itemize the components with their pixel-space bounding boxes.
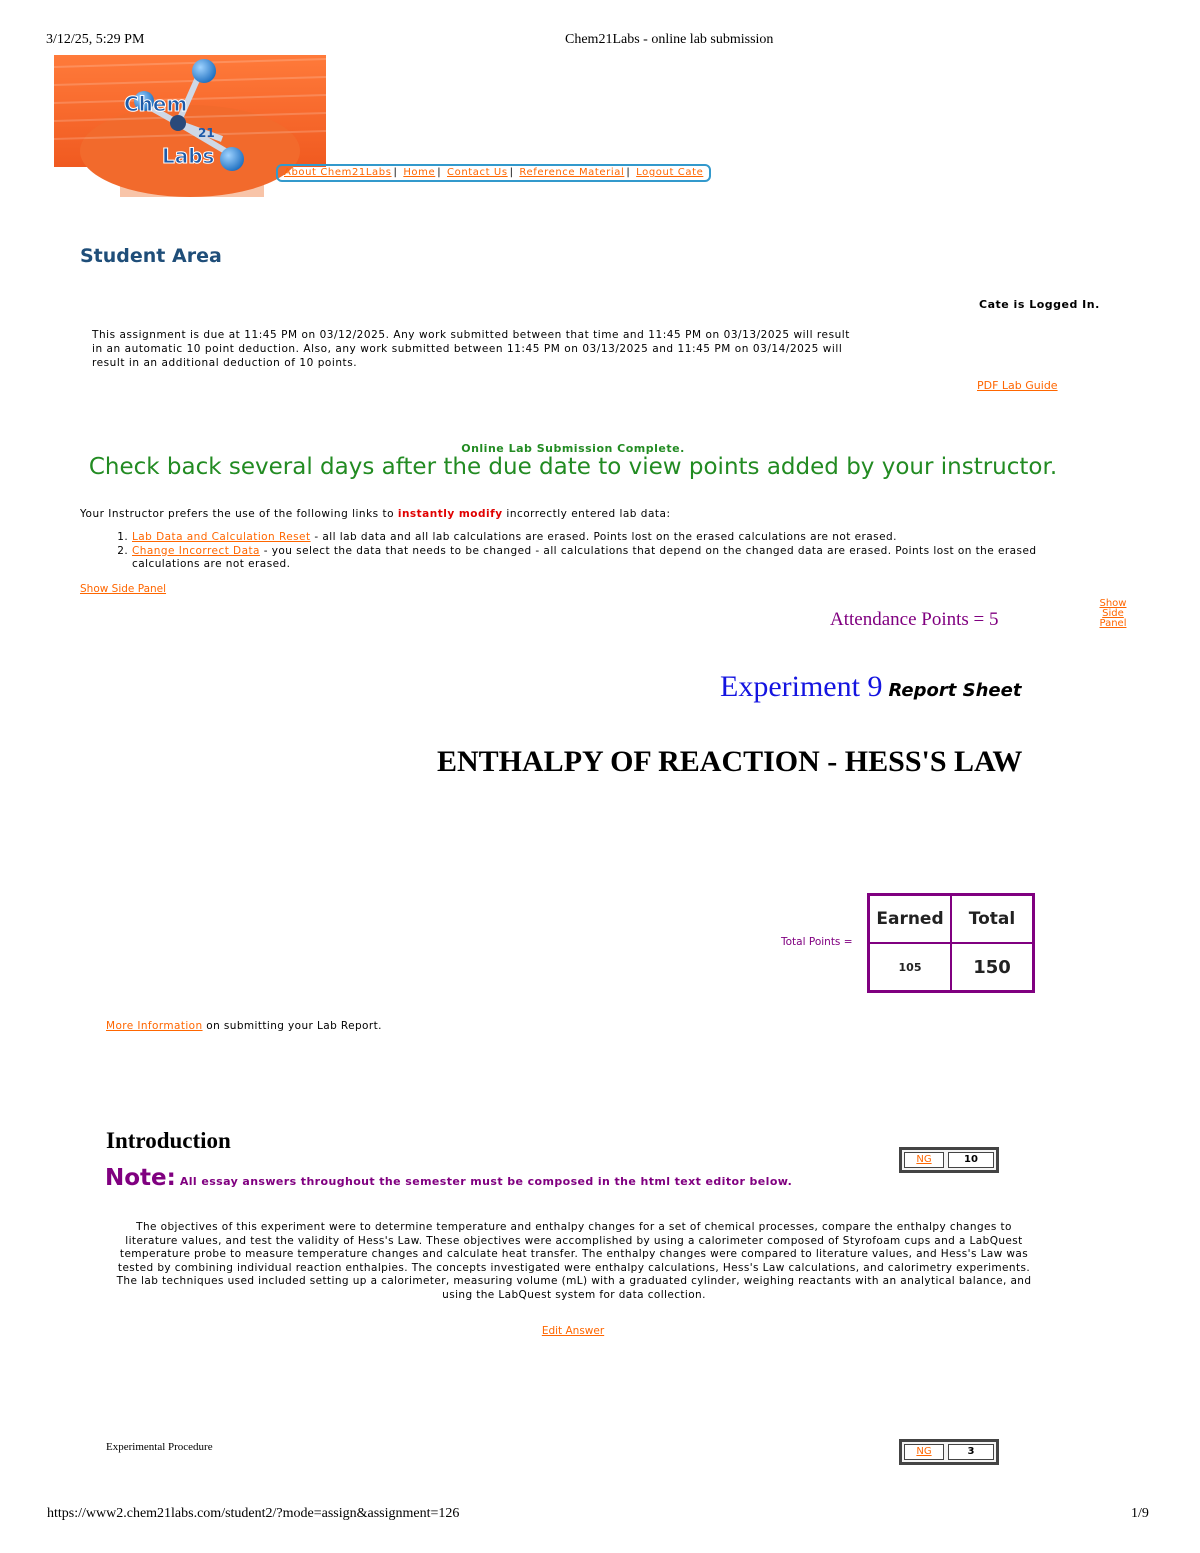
logo-text-chem: Chem — [124, 92, 188, 116]
logo-text-num: 21 — [198, 126, 215, 140]
earned-header: Earned — [869, 895, 952, 944]
instructor-highlight: instantly modify — [397, 508, 503, 520]
lab-data-reset-link[interactable]: Lab Data and Calculation Reset — [132, 531, 311, 543]
introduction-essay: The objectives of this experiment were to determine temperature and enthalpy changes for a set of chemical processes, compare the enthalpy changes to literature values, and test the validity of Hess's Law. These objectives were accomplished by using a calorimeter composed of Styrofoam cups and a LabQuest temperature probe to measure temperature changes and calculate heat transfer. The enthalpy changes were compared to literature values, and Hess's Law was tested by combining individual reaction enthalpies. The concepts investigated were enthalpy calculations, Hess's Law calculations, and calorimetry experiments. The lab techniques used included setting up a calorimeter, measuring volume (mL) with a graduated cylinder, weighing reactants with an analytical balance, and using the LabQuest system for data collection. — [116, 1221, 1032, 1301]
procedure-ng-link[interactable]: NG — [904, 1444, 944, 1460]
reset-desc: - all lab data and all lab calculations are erased. Points lost on the erased calculations are not erased. — [310, 531, 897, 543]
points-table — [867, 893, 1035, 993]
edit-answer-link[interactable]: Edit Answer — [541, 1325, 605, 1337]
note-label: Note: — [105, 1165, 176, 1191]
attendance-label: Attendance Points = — [830, 609, 989, 630]
print-datetime: 3/12/25, 5:29 PM — [46, 32, 145, 47]
check-back-message: Check back several days after the due date to view points added by your instructor. — [88, 454, 1058, 480]
list-item — [132, 531, 1077, 545]
introduction-grade-box — [899, 1147, 999, 1173]
intro-ng-link[interactable]: NG — [904, 1152, 944, 1168]
more-info — [106, 1020, 382, 1032]
due-notice: This assignment is due at 11:45 PM on 03/12/2025. Any work submitted between that time and 11:45 PM on 03/13/2025 will result in an automatic 10 point deduction. Also, any work submitted between 11:45 PM on 03/13/2025 and 11:45 PM on 03/14/2025 will result in an additional deduction of 10 points. — [92, 329, 850, 369]
side-l2: Side — [1102, 608, 1124, 619]
more-information-link[interactable]: More Information — [106, 1020, 203, 1032]
edit-answer-wrap — [0, 1325, 1146, 1337]
submission-complete: Online Lab Submission Complete. — [461, 442, 685, 455]
side-l1: Show — [1099, 598, 1127, 609]
instructor-preference — [80, 508, 671, 520]
intro-points: 10 — [948, 1152, 994, 1168]
introduction-heading: Introduction — [106, 1128, 231, 1153]
earned-value: 105 — [869, 943, 952, 992]
total-header: Total — [951, 895, 1034, 944]
change-incorrect-data-link[interactable]: Change Incorrect Data — [132, 544, 260, 557]
nav-contact[interactable]: Contact Us — [447, 167, 508, 178]
instructor-suffix: incorrectly entered lab data: — [502, 508, 671, 520]
nav-home[interactable]: Home — [403, 167, 436, 178]
instructor-prefix: Your Instructor prefers the use of the following links to — [80, 508, 398, 520]
procedure-grade-box — [899, 1439, 999, 1465]
experiment-heading — [720, 670, 1021, 704]
experiment-title: ENTHALPY OF REACTION - HESS'S LAW — [437, 745, 1023, 778]
change-desc: - you select the data that needs to be changed - all calculations that depend on the changed data are erased. Points lost on the erased calculations are not erased. — [132, 544, 1037, 570]
essay-note — [105, 1165, 792, 1191]
nav-about[interactable]: About Chem21Labs — [284, 167, 392, 178]
side-l3: Panel — [1099, 618, 1127, 629]
procedure-points: 3 — [948, 1444, 994, 1460]
nav-reference[interactable]: Reference Material — [519, 167, 625, 178]
logged-in-status: Cate is Logged In. — [979, 298, 1100, 311]
more-info-text: on submitting your Lab Report. — [202, 1020, 382, 1032]
reset-options-list — [100, 531, 1077, 572]
print-title: Chem21Labs - online lab submission — [565, 32, 774, 47]
note-text: All essay answers throughout the semester must be composed in the html text editor below. — [179, 1175, 793, 1188]
show-side-panel-right-link[interactable] — [1093, 599, 1133, 629]
attendance-value: 5 — [989, 609, 999, 630]
show-side-panel-link[interactable]: Show Side Panel — [80, 583, 167, 595]
nav-logout[interactable]: Logout Cate — [636, 167, 704, 178]
page-title: Student Area — [80, 245, 222, 267]
print-footer-page: 1/9 — [1131, 1506, 1149, 1521]
list-item — [132, 545, 1077, 572]
report-sheet-label: Report Sheet — [888, 680, 1022, 701]
total-value: 150 — [951, 943, 1034, 992]
pdf-lab-guide-link[interactable]: PDF Lab Guide — [977, 379, 1058, 392]
print-footer-url: https://www2.chem21labs.com/student2/?mode=assign&assignment=126 — [47, 1506, 460, 1521]
attendance-points — [830, 609, 999, 631]
top-nav: About Chem21Labs | Home | Contact Us | Reference Material | Logout Cate — [276, 164, 711, 182]
experimental-procedure-heading: Experimental Procedure — [106, 1441, 213, 1453]
experiment-label: Experiment 9 — [720, 670, 883, 703]
total-points-label: Total Points = — [781, 936, 853, 948]
logo-text-labs: Labs — [162, 144, 215, 168]
